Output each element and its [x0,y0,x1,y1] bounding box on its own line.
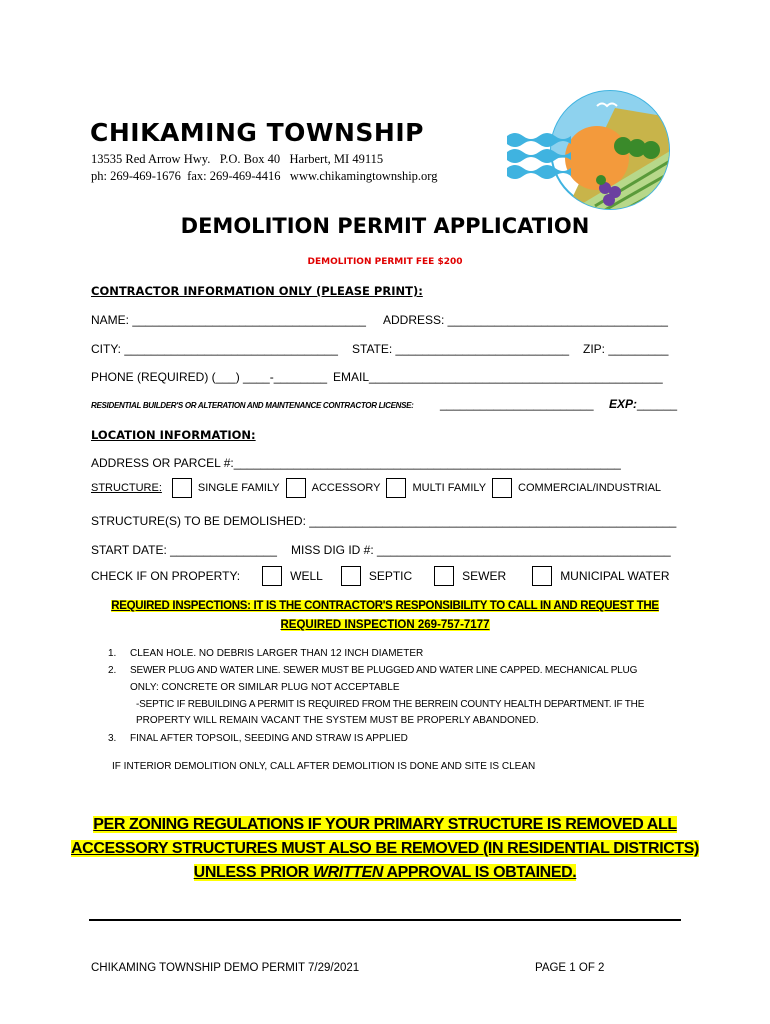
start-date-field[interactable]: START DATE: ________________ [91,543,277,557]
permit-fee: DEMOLITION PERMIT FEE $200 [307,257,463,267]
zoning-text-1: PER ZONING REGULATIONS IF YOUR PRIMARY STRUCTURE IS REMOVED ALL [93,816,677,833]
septic-note: -SEPTIC IF REBUILDING A PERMIT IS REQUIRED FROM THE BERREIN COUNTY HEALTH DEPARTMENT. IF THE [136,699,645,710]
multi-family-checkbox[interactable] [386,478,406,498]
zoning-line-3 [0,864,770,882]
well-label: WELL [290,569,323,583]
township-logo-icon [505,88,685,218]
location-heading: LOCATION INFORMATION: [91,428,256,442]
zoning-text-3-post: APPROVAL IS OBTAINED. [383,864,577,881]
single-family-checkbox[interactable] [172,478,192,498]
zoning-text-3-pre: UNLESS PRIOR [193,864,313,881]
check-row [91,563,670,589]
zoning-text-2: ACCESSORY STRUCTURES MUST ALSO BE REMOVED (IN RESIDENTIAL DISTRICTS) [71,840,699,857]
license-label: RESIDENTIAL BUILDER'S OR ALTERATION AND MAINTENANCE CONTRACTOR LICENSE: [91,401,414,410]
contractor-state-field[interactable]: STATE: __________________________ [352,342,570,356]
septic-checkbox[interactable] [341,566,361,586]
check-property-label: CHECK IF ON PROPERTY: [91,569,241,583]
zoning-text-3 [194,864,577,881]
commercial-label: COMMERCIAL/INDUSTRIAL [518,482,662,494]
well-checkbox[interactable] [262,566,282,586]
item-3-number: 3. [108,733,117,744]
contractor-phone-field[interactable]: PHONE (REQUIRED) (___) ____-________ [91,370,328,384]
structure-label: STRUCTURE: [91,482,162,494]
contractor-zip-field[interactable]: ZIP: _________ [583,342,669,356]
exp-label: EXP: [609,397,638,411]
accessory-label: ACCESSORY [311,482,381,494]
license-field[interactable]: _______________________ [440,397,594,411]
page-title: DEMOLITION PERMIT APPLICATION [180,214,590,238]
inspections-heading-2 [0,619,770,631]
item-2-text-cont: ONLY: CONCRETE OR SIMILAR PLUG NOT ACCEPTABLE [130,682,400,693]
contractor-name-field[interactable]: NAME: ___________________________________ [91,313,366,327]
structure-row [91,476,661,500]
municipal-water-checkbox[interactable] [532,566,552,586]
page-number: PAGE 1 OF 2 [535,962,605,974]
inspections-heading-text-1: REQUIRED INSPECTIONS: IT IS THE CONTRACTOR'S RESPONSIBILITY TO CALL IN AND REQUEST THE [111,600,659,612]
footer-left: CHIKAMING TOWNSHIP DEMO PERMIT 7/29/2021 [91,962,360,974]
contractor-city-field[interactable]: CITY: ________________________________ [91,342,338,356]
sewer-label: SEWER [462,569,507,583]
septic-note-cont: PROPERTY WILL REMAIN VACANT THE SYSTEM MUST BE PROPERLY ABANDONED. [136,715,539,726]
item-3-text: FINAL AFTER TOPSOIL, SEEDING AND STRAW IS APPLIED [130,733,408,744]
item-2-text: SEWER PLUG AND WATER LINE. SEWER MUST BE PLUGGED AND WATER LINE CAPPED. MECHANICAL PLUG [130,665,638,676]
multi-family-label: MULTI FAMILY [412,482,487,494]
septic-label: SEPTIC [368,569,413,583]
exp-field[interactable]: ______ [637,397,678,411]
commercial-checkbox[interactable] [492,478,512,498]
org-contact: ph: 269-469-1676 fax: 269-469-4416 www.chikamingtownship.org [91,169,438,183]
demolished-field[interactable]: STRUCTURE(S) TO BE DEMOLISHED: _______________________________________________________ [91,514,677,528]
contractor-address-field[interactable]: ADDRESS: _________________________________ [383,313,668,327]
contractor-heading: CONTRACTOR INFORMATION ONLY (PLEASE PRINT): [91,284,423,298]
municipal-water-label: MUNICIPAL WATER [560,569,670,583]
zoning-written-emphasis: WRITTEN [312,864,384,881]
item-1-text: CLEAN HOLE. NO DEBRIS LARGER THAN 12 INCH DIAMETER [130,648,424,659]
sewer-checkbox[interactable] [434,566,454,586]
org-address: 13535 Red Arrow Hwy. P.O. Box 40 Harbert, MI 49115 [91,152,384,166]
missdig-field[interactable]: MISS DIG ID #: ____________________________________________ [291,543,671,557]
accessory-checkbox[interactable] [286,478,306,498]
footer-divider [89,919,681,921]
single-family-label: SINGLE FAMILY [197,482,280,494]
interior-note: IF INTERIOR DEMOLITION ONLY, CALL AFTER DEMOLITION IS DONE AND SITE IS CLEAN [112,761,536,772]
parcel-field[interactable]: ADDRESS OR PARCEL #:__________________________________________________________ [91,456,621,470]
item-2-number: 2. [108,665,117,676]
zoning-line-2 [0,840,770,858]
contractor-email-field[interactable]: EMAIL____________________________________________ [333,370,663,384]
org-name: CHIKAMING TOWNSHIP [90,118,424,147]
inspections-phone: REQUIRED INSPECTION 269-757-7177 [280,619,490,631]
inspections-heading-1 [0,600,770,612]
item-1-number: 1. [108,648,117,659]
zoning-line-1 [0,816,770,834]
